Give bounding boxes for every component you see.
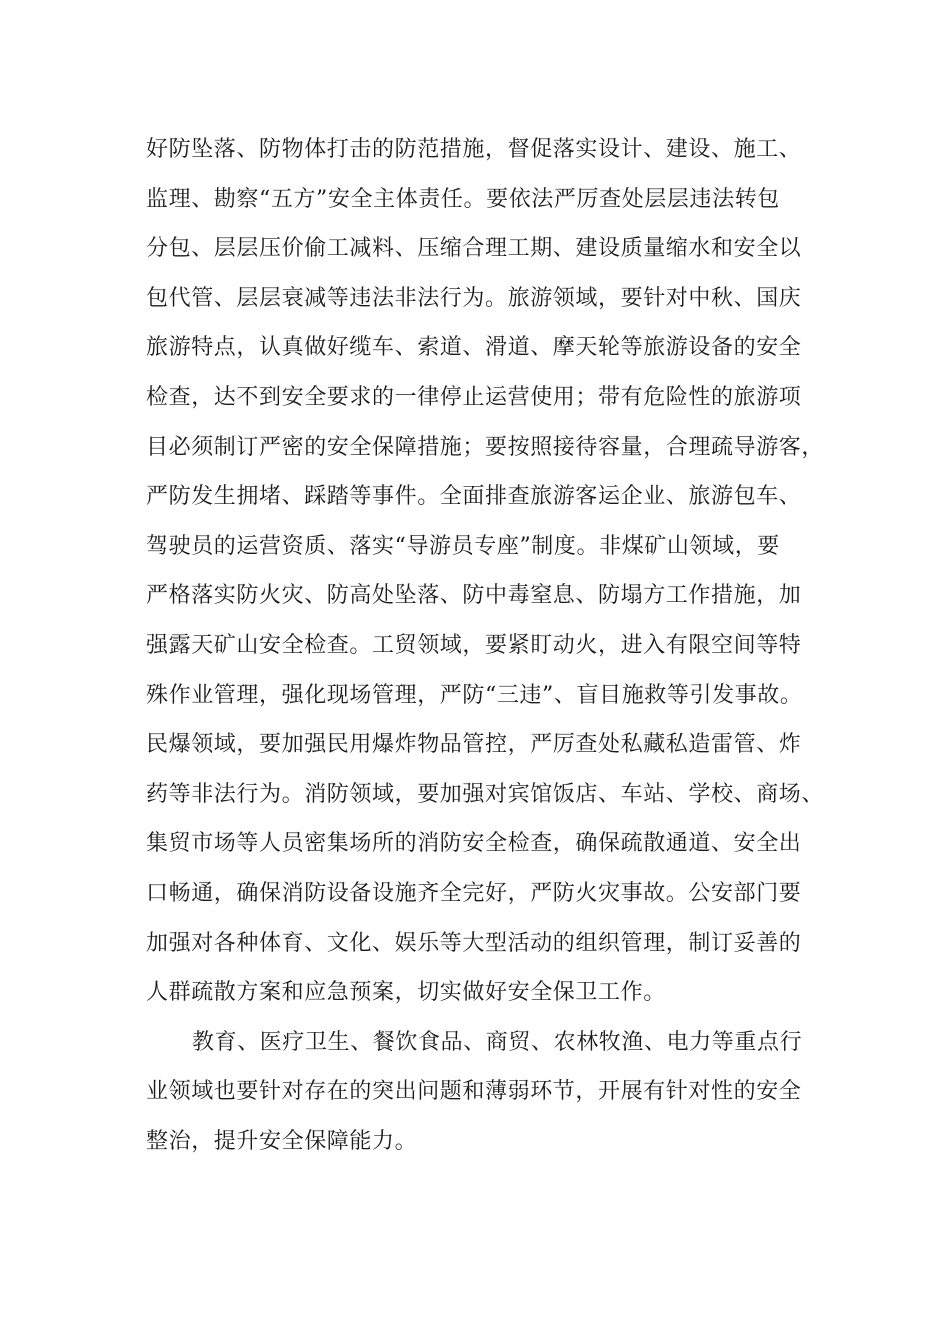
- paragraph-1: [146, 125, 826, 1018]
- text-line: 目必须制订严密的安全保障措施；要按照接待容量，合理疏导游客，: [146, 434, 825, 460]
- text-line: 强露天矿山安全检查。工贸领域，要紧盯动火，进入有限空间等特: [146, 632, 802, 658]
- text-line: 加强对各种体育、文化、娱乐等大型活动的组织管理，制订妥善的: [146, 930, 802, 956]
- text-line: 民爆领域，要加强民用爆炸物品管控，严厉查处私藏私造雷管、炸: [146, 732, 802, 758]
- text-line: 集贸市场等人员密集场所的消防安全检查，确保疏散通道、安全出: [146, 831, 802, 857]
- text-line: 好防坠落、防物体打击的防范措施，督促落实设计、建设、施工、: [146, 137, 802, 162]
- text-line: 包代管、层层衰减等违法非法行为。旅游领域，要针对中秋、国庆: [146, 285, 802, 311]
- text-line: 药等非法行为。消防领域，要加强对宾馆饭店、车站、学校、商场、: [146, 781, 825, 807]
- text-line: 驾驶员的运营资质、落实“导游员专座”制度。非煤矿山领域，要: [146, 533, 780, 559]
- text-line: 旅游特点，认真做好缆车、索道、滑道、摩天轮等旅游设备的安全: [146, 335, 802, 361]
- text-line: 口畅通，确保消防设备设施齐全完好，严防火灾事故。公安部门要: [146, 880, 802, 906]
- text-line: 殊作业管理，强化现场管理，严防“三违”、盲目施救等引发事故。: [146, 682, 803, 708]
- paragraph-2: [146, 1018, 826, 1167]
- text-line: 分包、层层压价偷工减料、压缩合理工期、建设质量缩水和安全以: [146, 236, 802, 262]
- text-line: 检查，达不到安全要求的一律停止运营使用；带有危险性的旅游项: [146, 384, 802, 410]
- text-line: 业领域也要针对存在的突出问题和薄弱环节，开展有针对性的安全: [146, 1079, 802, 1105]
- text-line: 严防发生拥堵、踩踏等事件。全面排查旅游客运企业、旅游包车、: [146, 484, 802, 510]
- text-line: 监理、勘察“五方”安全主体责任。要依法严厉查处层层违法转包: [146, 186, 780, 212]
- document-body: [146, 125, 826, 1166]
- text-line: 整治，提升安全保障能力。: [146, 1128, 418, 1154]
- text-line: 人群疏散方案和应急预案，切实做好安全保卫工作。: [146, 980, 666, 1006]
- text-line: 严格落实防火灾、防高处坠落、防中毒窒息、防塌方工作措施，加: [146, 583, 802, 609]
- text-line: 教育、医疗卫生、餐饮食品、商贸、农林牧渔、电力等重点行: [192, 1029, 803, 1055]
